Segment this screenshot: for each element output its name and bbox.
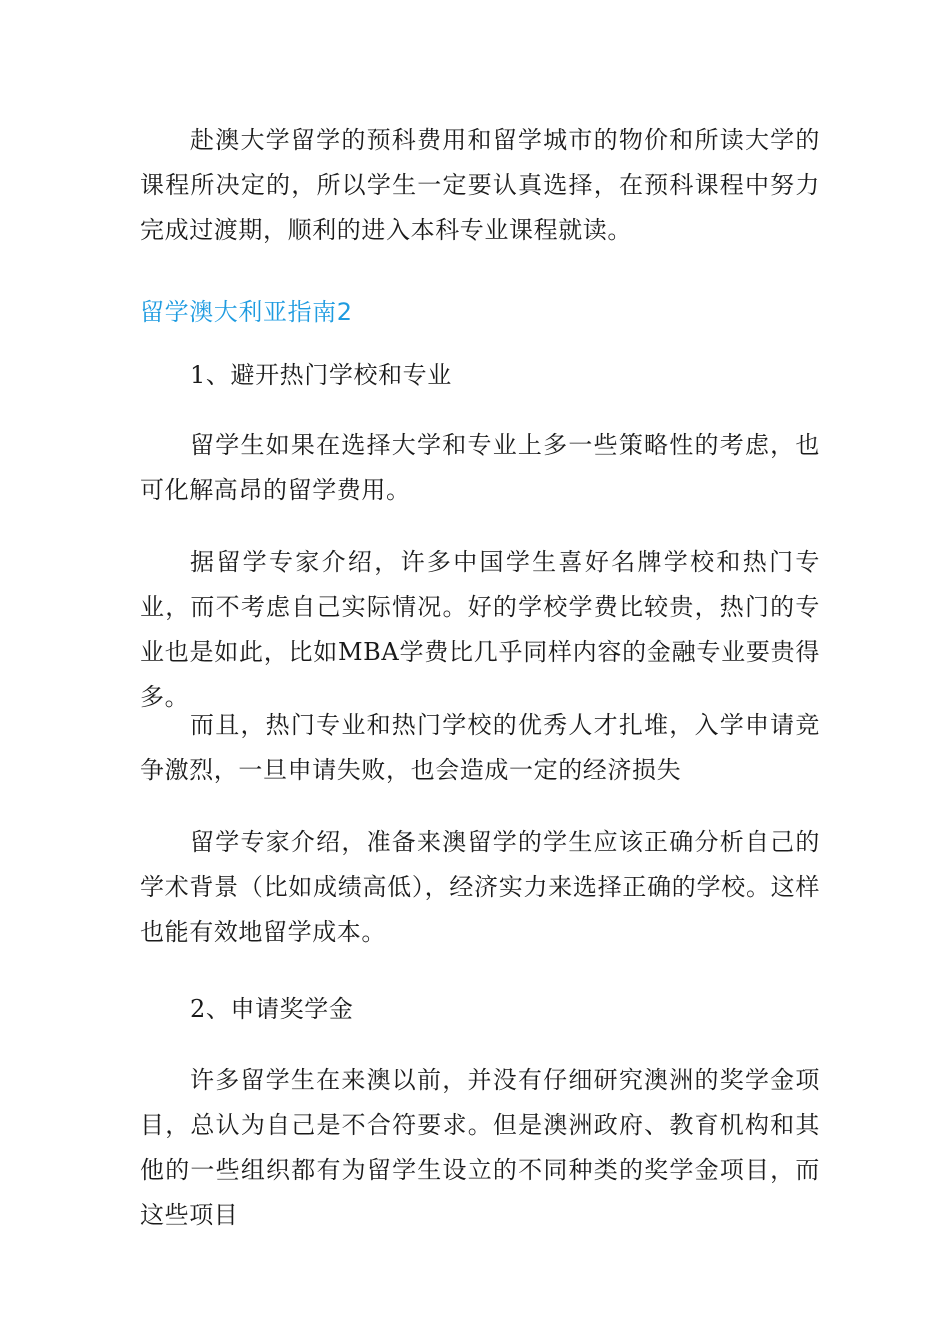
item1-title: 1、避开热门学校和专业 xyxy=(190,361,452,389)
section-heading: 留学澳大利亚指南2 xyxy=(140,298,353,326)
item1-paragraph-1: 留学生如果在选择大学和专业上多一些策略性的考虑，也可化解高昂的留学费用。 xyxy=(140,431,820,504)
item2-title: 2、申请奖学金 xyxy=(190,995,354,1023)
intro-paragraph: 赴澳大学留学的预科费用和留学城市的物价和所读大学的课程所决定的，所以学生一定要认真选择，在预科课程中努力完成过渡期，顺利的进入本科专业课程就读。 xyxy=(140,126,820,244)
item2-paragraph-1: 许多留学生在来澳以前，并没有仔细研究澳洲的奖学金项目，总认为自己是不合符要求。但是澳洲政府、教育机构和其他的一些组织都有为留学生设立的不同种类的奖学金项目，而这些项目 xyxy=(140,1066,820,1229)
item1-paragraph-4: 留学专家介绍，准备来澳留学的学生应该正确分析自己的学术背景（比如成绩高低），经济实力来选择正确的学校。这样也能有效地留学成本。 xyxy=(140,828,820,946)
item1-paragraph-2: 据留学专家介绍，许多中国学生喜好名牌学校和热门专业，而不考虑自己实际情况。好的学校学费比较贵，热门的专业也是如此，比如MBA学费比几乎同样内容的金融专业要贵得多。 xyxy=(140,548,820,711)
item1-paragraph-3: 而且，热门专业和热门学校的优秀人才扎堆，入学申请竞争激烈，一旦申请失败，也会造成一定的经济损失 xyxy=(140,711,820,784)
